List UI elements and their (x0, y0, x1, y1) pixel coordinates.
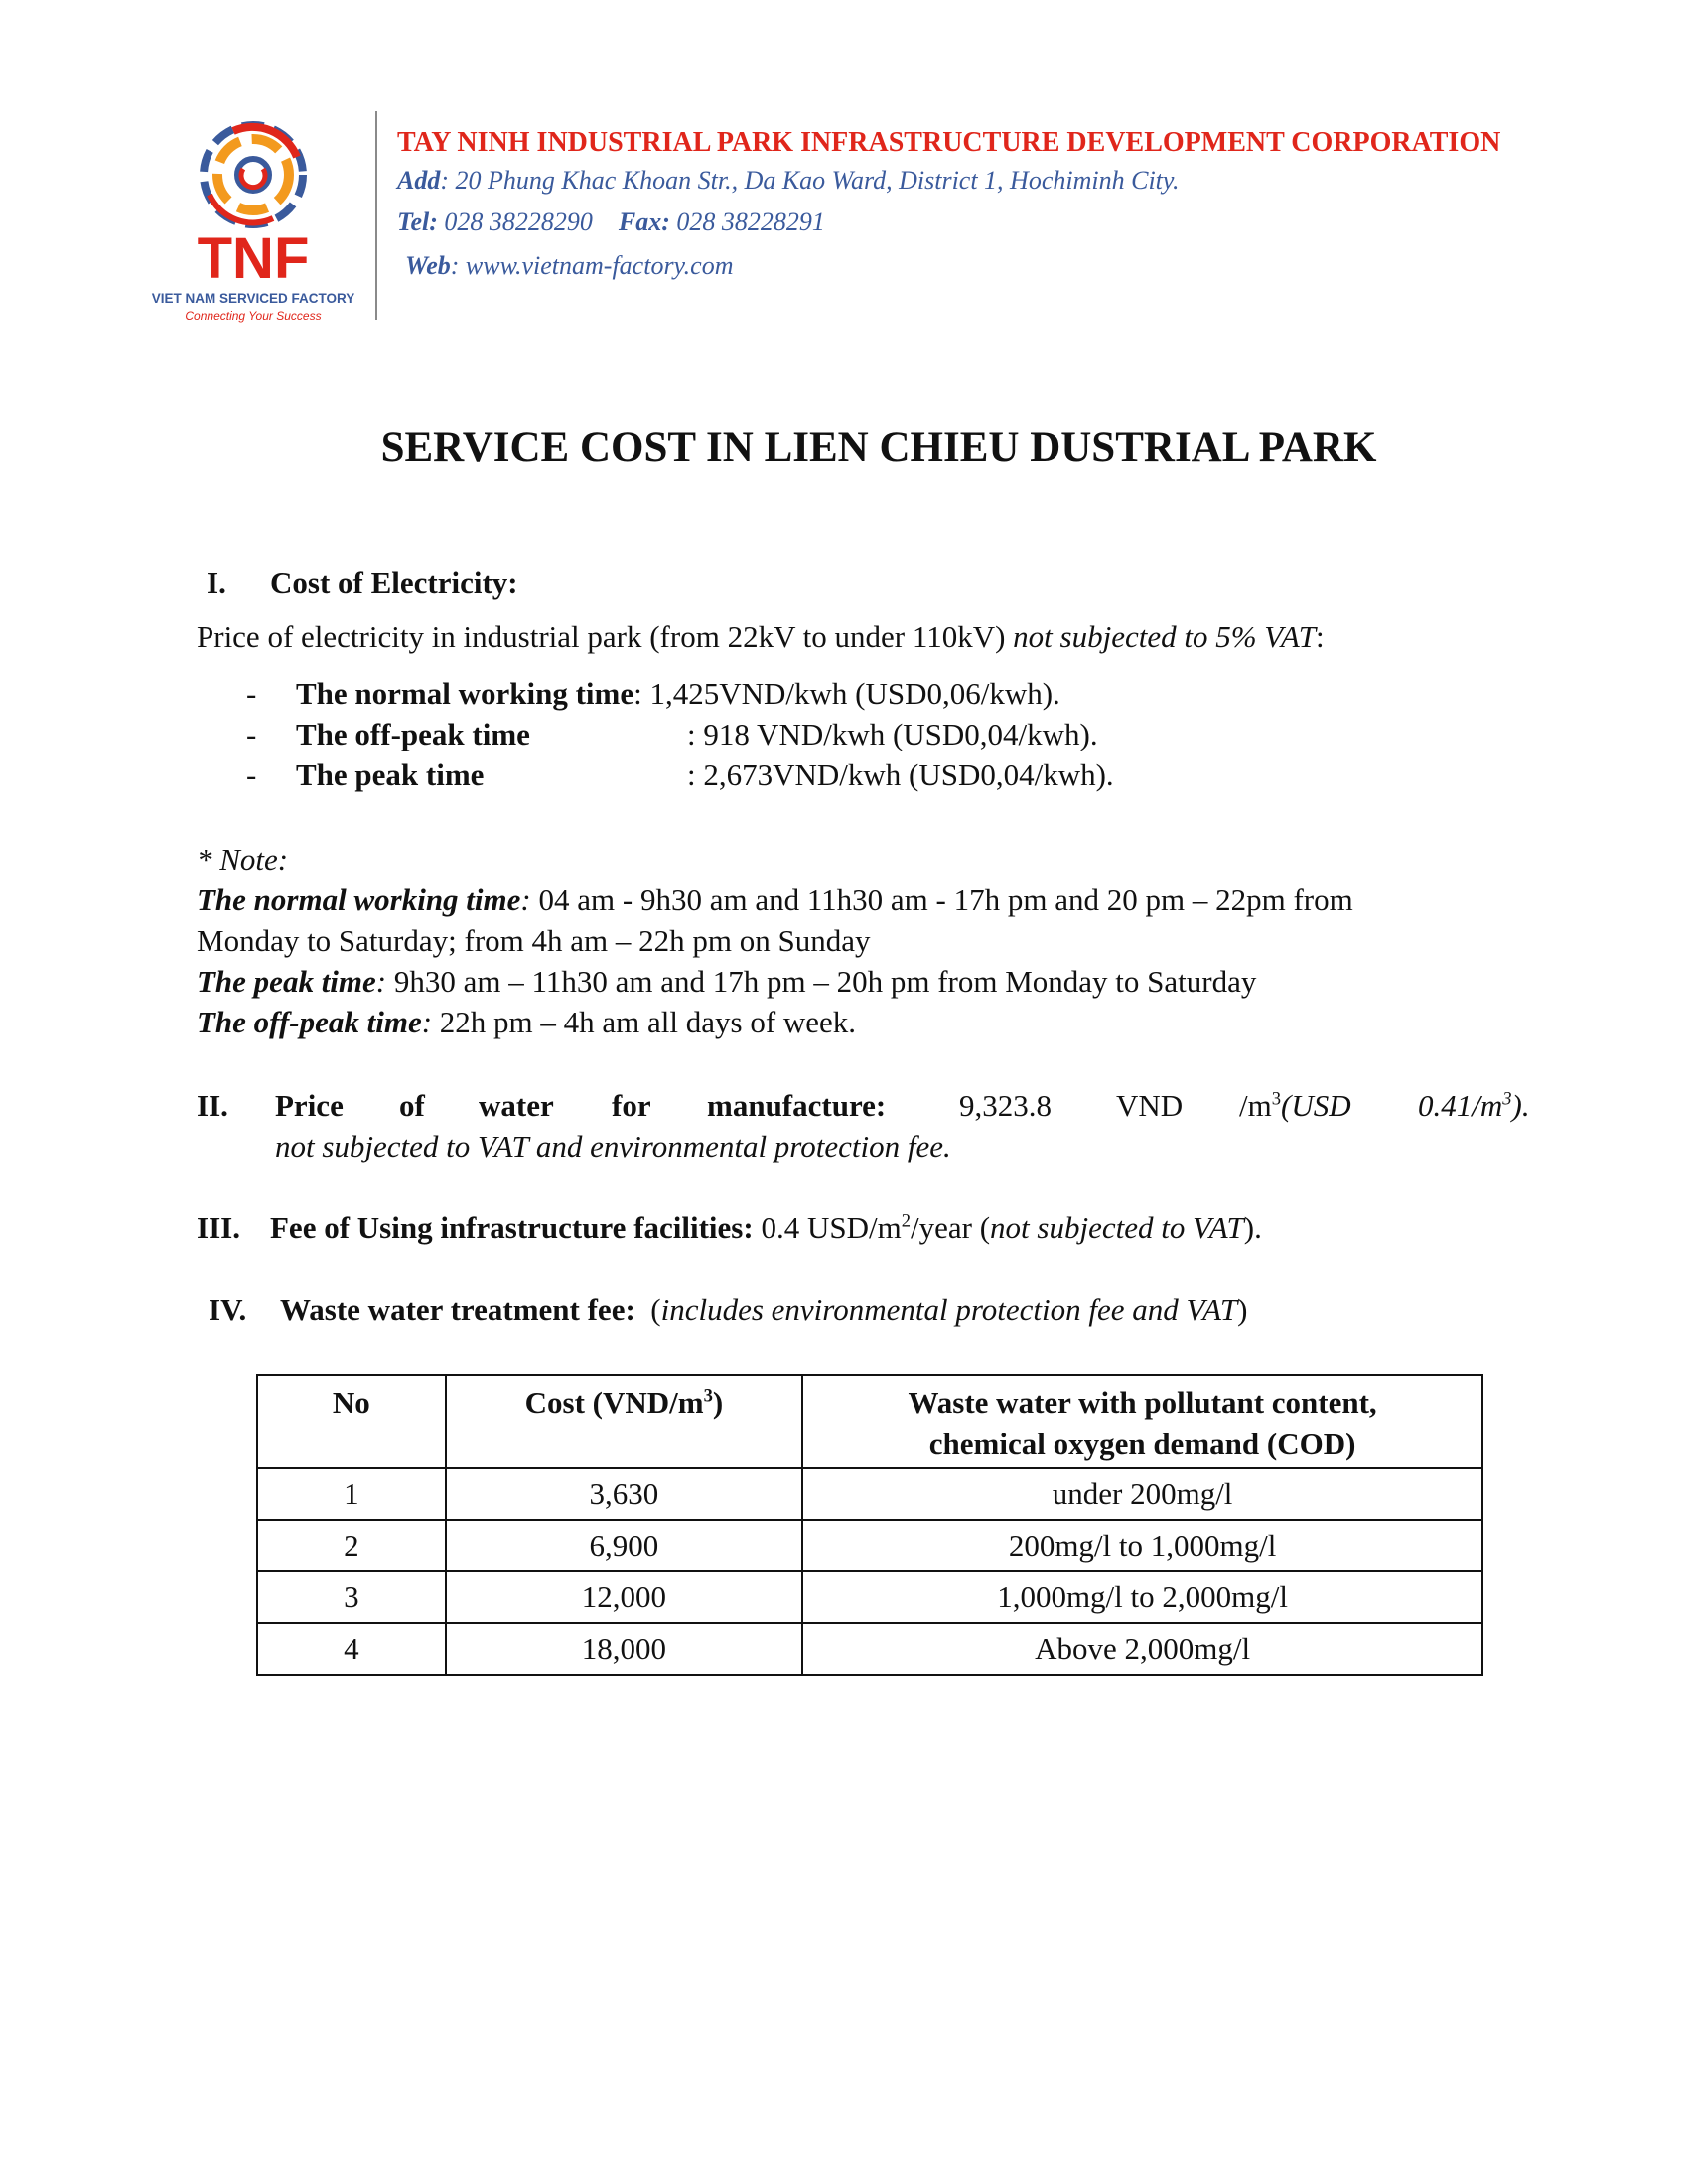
electricity-item-peak-value: : 2,673VND/kwh (USD0,04/kwh). (687, 757, 1114, 792)
section-1-number: I. (207, 565, 226, 600)
col-header-content: Waste water with pollutant content, chemical oxygen demand (COD) (802, 1375, 1482, 1468)
cell-no: 1 (257, 1468, 446, 1520)
section-2-word: water (479, 1088, 554, 1123)
note-normal-time: The normal working time: 04 am - 9h30 am and 11h30 am - 17h pm and 20 pm – 22pm from (197, 883, 1353, 917)
cell-no: 3 (257, 1571, 446, 1623)
water-price-per-m3: $/m^3(USD$ (1239, 1088, 1351, 1123)
cell-cost: 18,000 (446, 1623, 803, 1675)
electricity-item-offpeak-value: : 918 VND/kwh (USD0,04/kwh). (687, 717, 1098, 751)
letterhead-divider (375, 111, 377, 320)
waste-water-fee-table (256, 1374, 1483, 1676)
cell-content: 200mg/l to 1,000mg/l (802, 1520, 1482, 1571)
company-name: TAY NINH INDUSTRIAL PARK INFRASTRUCTURE DEVELOPMENT CORPORATION (397, 127, 1501, 158)
logo-tagline: Connecting Your Success (185, 309, 322, 323)
page-title: SERVICE COST IN LIEN CHIEU DUSTRIAL PARK (380, 424, 1377, 471)
section-2-word: for (612, 1088, 651, 1123)
infrastructure-fee: Fee of Using infrastructure facilities: 0.4 USD/$m^2$/year (not subjected to VAT). (270, 1210, 1262, 1245)
electricity-intro: Price of electricity in industrial park (from 22kV to under 110kV) not subjected to 5% VAT: (197, 619, 1325, 654)
electricity-item-normal: The normal working time: 1,425VND/kwh (USD0,06/kwh). (296, 676, 1060, 711)
water-price-note: not subjected to VAT and environmental protection fee. (275, 1129, 951, 1163)
col-header-no: No (257, 1375, 446, 1468)
waste-water-heading: Waste water treatment fee: (includes environmental protection fee and VAT) (280, 1293, 1248, 1327)
company-phone-fax: Tel: 028 38228290 Fax: 028 38228291 (397, 207, 825, 236)
cell-content: Above 2,000mg/l (802, 1623, 1482, 1675)
water-price-unit: VND (1116, 1088, 1184, 1123)
cell-cost: 3,630 (446, 1468, 803, 1520)
electricity-item-dash: - (246, 757, 257, 792)
section-2-number: II. (197, 1088, 228, 1123)
note-offpeak-time: The off-peak time: 22h pm – 4h am all days of week. (197, 1005, 857, 1039)
cell-cost: 6,900 (446, 1520, 803, 1571)
col-header-cost: Cost $(VND/m^3)$ (446, 1375, 803, 1468)
cell-no: 4 (257, 1623, 446, 1675)
tnf-logo-icon (119, 107, 387, 328)
cell-cost: 12,000 (446, 1571, 803, 1623)
table-row (257, 1468, 1482, 1520)
electricity-item-offpeak-label: The off-peak time (296, 717, 530, 751)
section-3-number: III. (197, 1210, 240, 1245)
cell-content: under 200mg/l (802, 1468, 1482, 1520)
cell-content: 1,000mg/l to 2,000mg/l (802, 1571, 1482, 1623)
note-peak-time: The peak time: 9h30 am – 11h30 am and 17h pm – 20h pm from Monday to Saturday (197, 964, 1257, 999)
table-row (257, 1520, 1482, 1571)
section-2-word: Price (275, 1088, 344, 1123)
section-1-heading: Cost of Electricity: (270, 565, 518, 600)
table-row (257, 1623, 1482, 1675)
section-4-number: IV. (209, 1293, 247, 1327)
water-price-usd: $0.41/m^3$). (1418, 1088, 1530, 1123)
company-logo (119, 107, 387, 328)
note-normal-time-cont: Monday to Saturday; from 4h am – 22h pm on Sunday (197, 923, 871, 958)
section-2-word: manufacture: (707, 1088, 887, 1123)
logo-subtitle: VIET NAM SERVICED FACTORY (151, 291, 355, 306)
company-website[interactable]: Web: www.vietnam-factory.com (405, 251, 734, 280)
section-2-word: of (399, 1088, 425, 1123)
cell-no: 2 (257, 1520, 446, 1571)
table-header-row (257, 1375, 1482, 1468)
electricity-item-dash: - (246, 717, 257, 751)
electricity-item-peak-label: The peak time (296, 757, 485, 792)
logo-wordmark: TNF (197, 226, 310, 291)
company-address: Add: 20 Phung Khac Khoan Str., Da Kao Ward, District 1, Hochiminh City. (397, 166, 1180, 195)
water-price-value: 9,323.8 (959, 1088, 1052, 1123)
note-label: * Note: (197, 842, 289, 877)
table-row (257, 1571, 1482, 1623)
electricity-item-dash: - (246, 676, 257, 711)
